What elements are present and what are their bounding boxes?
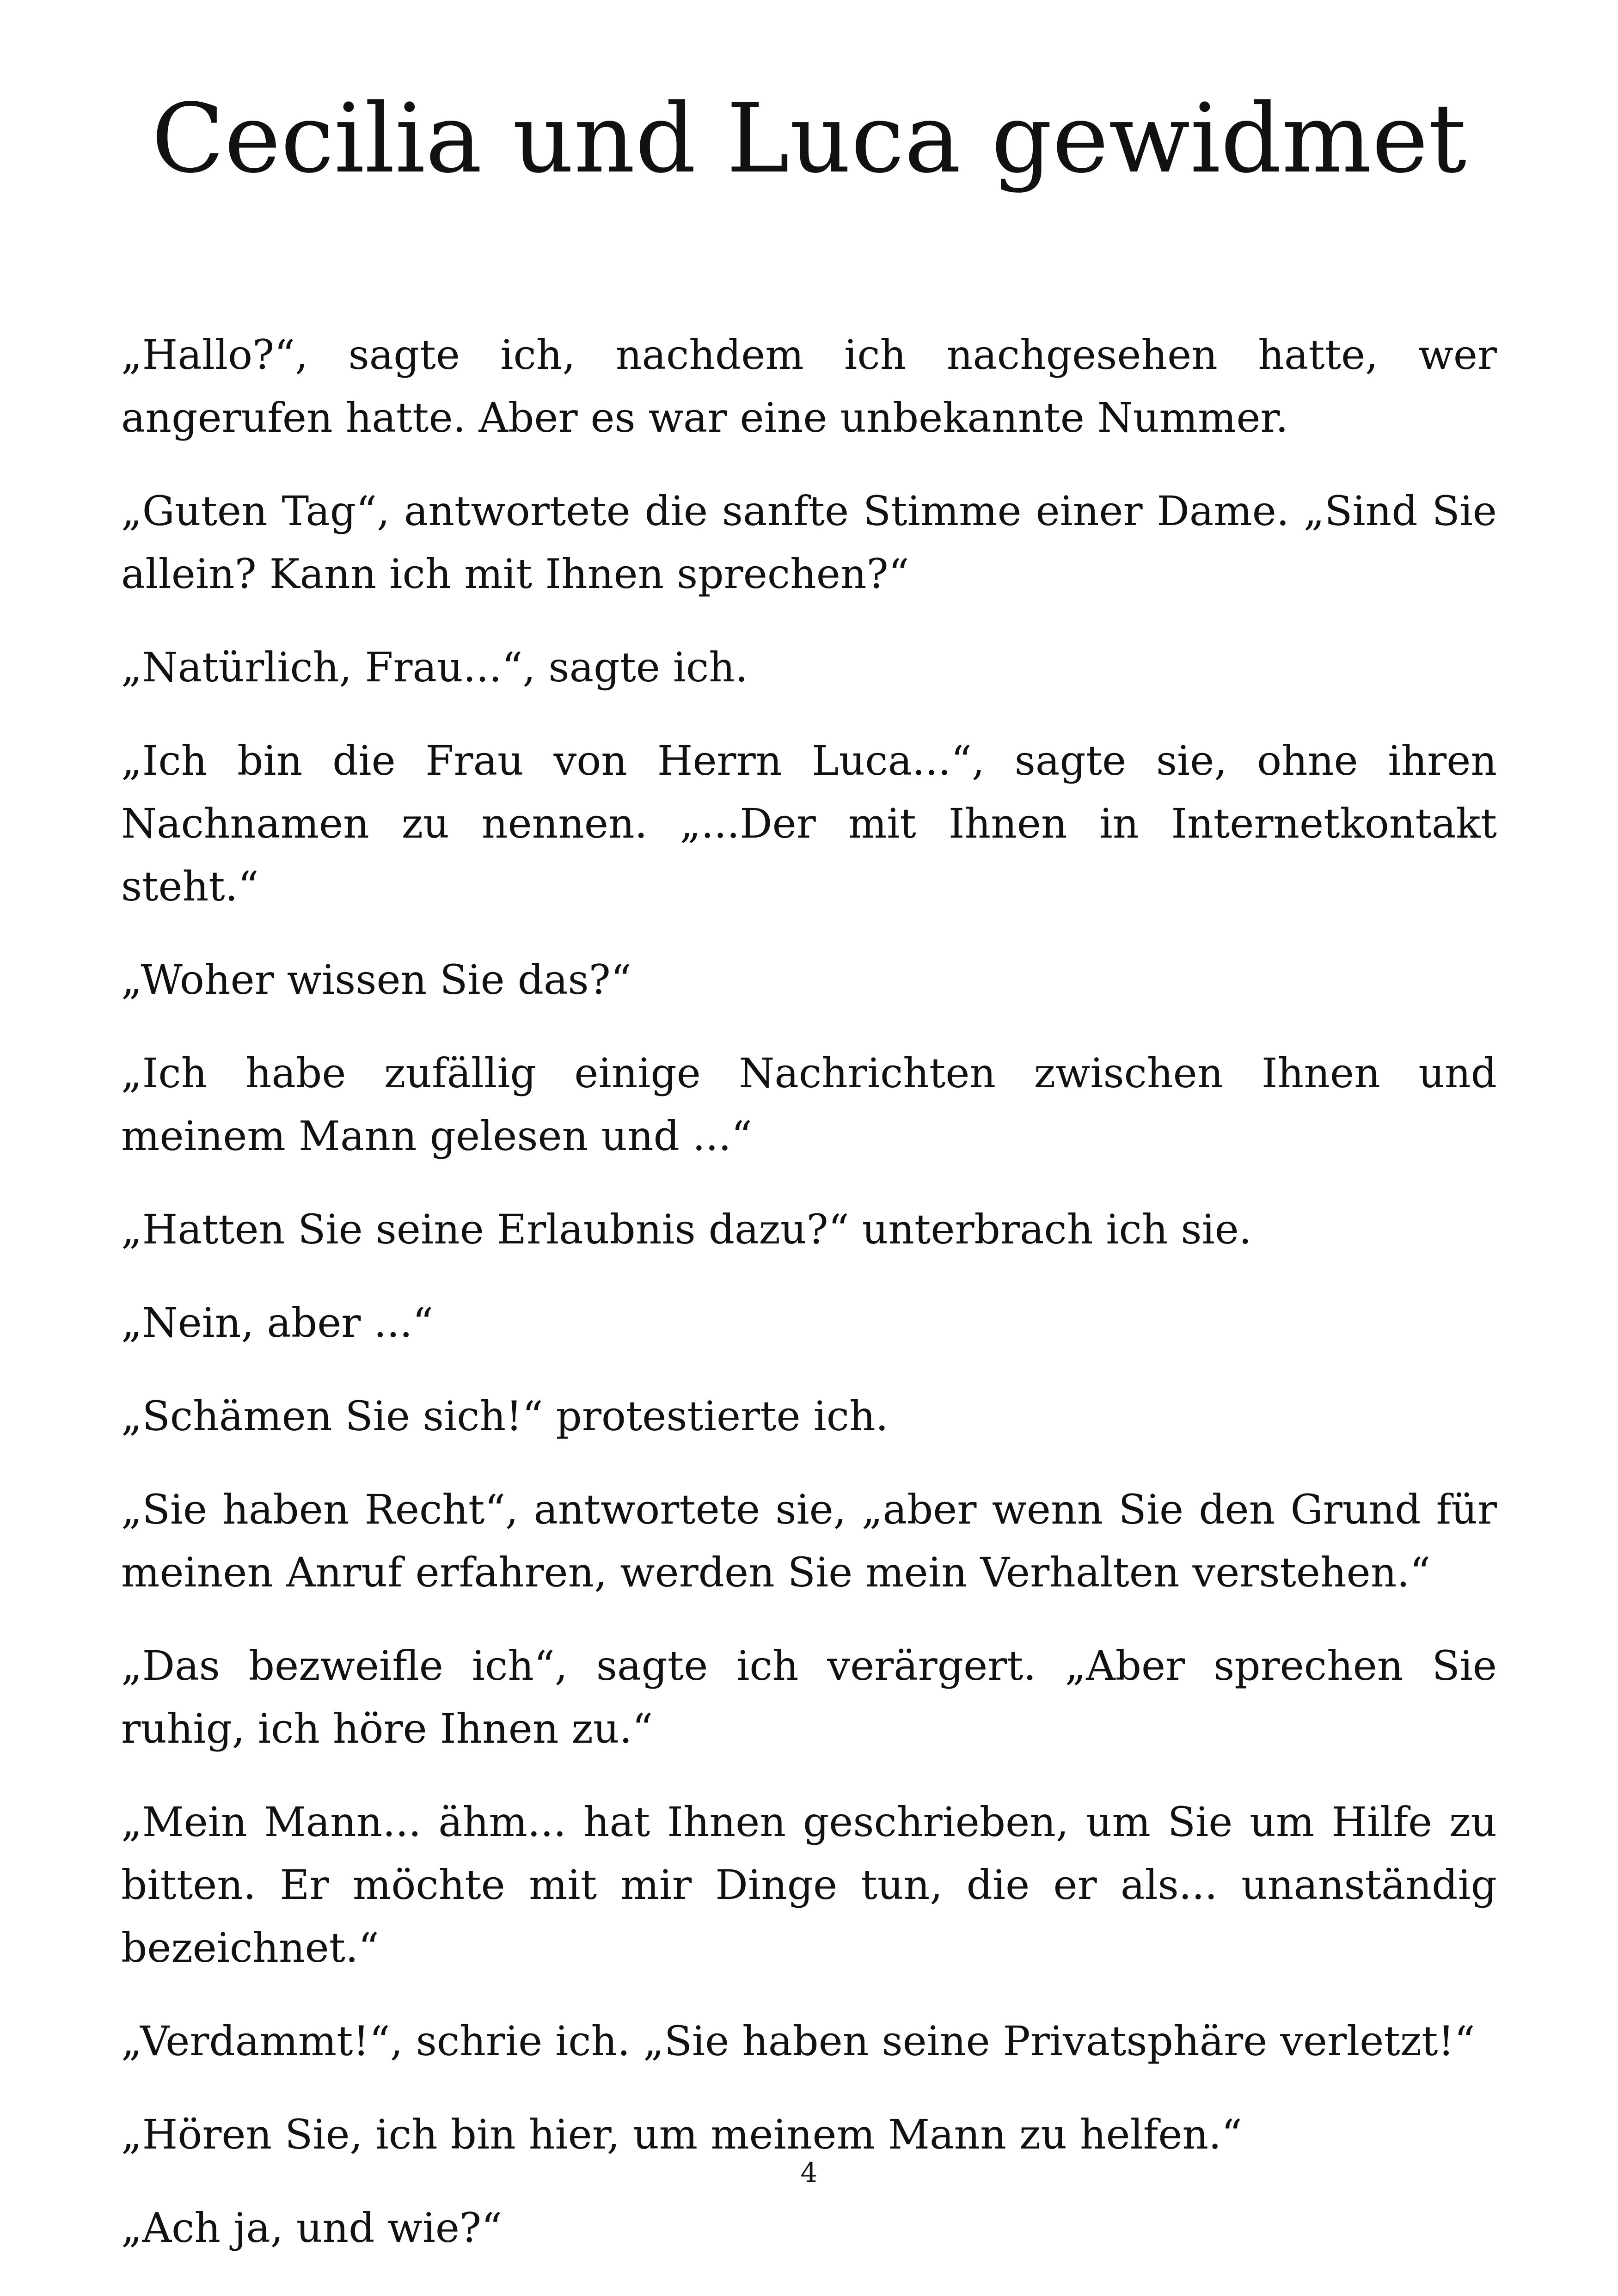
body-text <box>121 324 1497 2290</box>
paragraph-1: „Hallo?“, sagte ich, nachdem ich nachgesehen hatte, wer angerufen hatte. Aber es war eine unbekannte Nummer. <box>121 331 1497 441</box>
paragraph-10: „Sie haben Recht“, antwortete sie, „aber wenn Sie den Grund für meinen Anruf erfahren, werden Sie mein Verhalten verstehen.“ <box>121 1486 1497 1596</box>
paragraph-6: „Ich habe zufällig einige Nachrichten zwischen Ihnen und meinem Mann gelesen und ...“ <box>121 1049 1497 1160</box>
paragraph-15: „Ach ja, und wie?“ <box>121 2204 503 2252</box>
paragraph-3: „Natürlich, Frau...“, sagte ich. <box>121 643 748 691</box>
paragraph-8: „Nein, aber ...“ <box>121 1299 434 1347</box>
page-number: 4 <box>800 2157 818 2188</box>
paragraph-11: „Das bezweifle ich“, sagte ich verärgert. „Aber sprechen Sie ruhig, ich höre Ihnen zu.“ <box>121 1642 1497 1752</box>
paragraph-4: „Ich bin die Frau von Herrn Luca...“, sagte sie, ohne ihren Nachnamen zu nennen. „...Der mit Ihnen in Internetkontakt steht.“ <box>121 737 1497 910</box>
paragraph-12: „Mein Mann... ähm... hat Ihnen geschrieben, um Sie um Hilfe zu bitten. Er möchte mit mir Dinge tun, die er als... unanständig bezeichnet.“ <box>121 1798 1497 1971</box>
paragraph-14: „Hören Sie, ich bin hier, um meinem Mann zu helfen.“ <box>121 2111 1243 2158</box>
paragraph-5: „Woher wissen Sie das?“ <box>121 956 631 1004</box>
paragraph-2: „Guten Tag“, antwortete die sanfte Stimme einer Dame. „Sind Sie allein? Kann ich mit Ihnen sprechen?“ <box>121 487 1497 598</box>
paragraph-9: „Schämen Sie sich!“ protestierte ich. <box>121 1392 889 1440</box>
paragraph-13: „Verdammt!“, schrie ich. „Sie haben seine Privatsphäre verletzt!“ <box>121 2017 1475 2065</box>
paragraph-7: „Hatten Sie seine Erlaubnis dazu?“ unterbrach ich sie. <box>121 1206 1252 1253</box>
chapter-title: Cecilia und Luca gewidmet <box>151 83 1467 194</box>
